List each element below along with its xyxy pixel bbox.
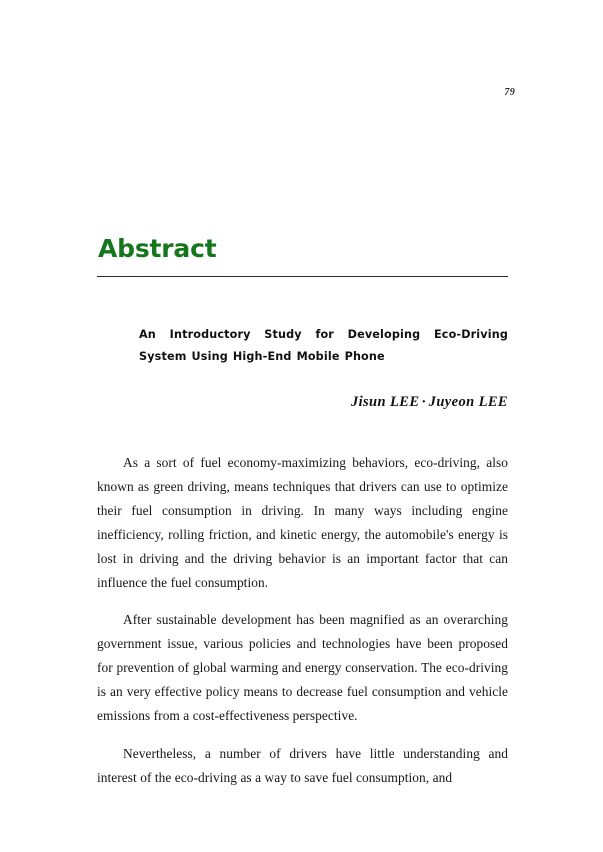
abstract-paragraph: Nevertheless, a number of drivers have little understanding and interest of the eco-driving as a way to save fuel consumption, and bbox=[97, 745, 508, 785]
author-separator: · bbox=[421, 394, 427, 411]
author-byline bbox=[97, 394, 508, 411]
heading-divider bbox=[97, 276, 508, 277]
abstract-paragraph: After sustainable development has been magnified as an overarching government issue, various policies and technologies have been proposed for prevention of global warming and energy conservation. The eco-driving is an very effective policy means to decrease fuel consumption and vehicle emissions from a cost-effectiveness perspective. bbox=[97, 612, 508, 723]
author-name-first: Jisun LEE bbox=[350, 394, 420, 411]
abstract-paragraph: As a sort of fuel economy-maximizing behaviors, eco-driving, also known as green driving, means techniques that drivers can use to optimize their fuel consumption in driving. In many ways including engine inefficiency, rolling friction, and kinetic energy, the automobile's energy is lost in driving and the driving behavior is an important factor that can influence the fuel consumption. bbox=[97, 455, 508, 590]
abstract-body bbox=[97, 451, 508, 789]
page-content bbox=[97, 236, 508, 789]
page-number: 79 bbox=[504, 87, 515, 98]
author-name-second: Juyeon LEE bbox=[428, 394, 508, 411]
article-title: An Introductory Study for Developing Eco-Driving System Using High-End Mobile Phone bbox=[139, 328, 508, 363]
page-title: Abstract bbox=[98, 234, 217, 263]
